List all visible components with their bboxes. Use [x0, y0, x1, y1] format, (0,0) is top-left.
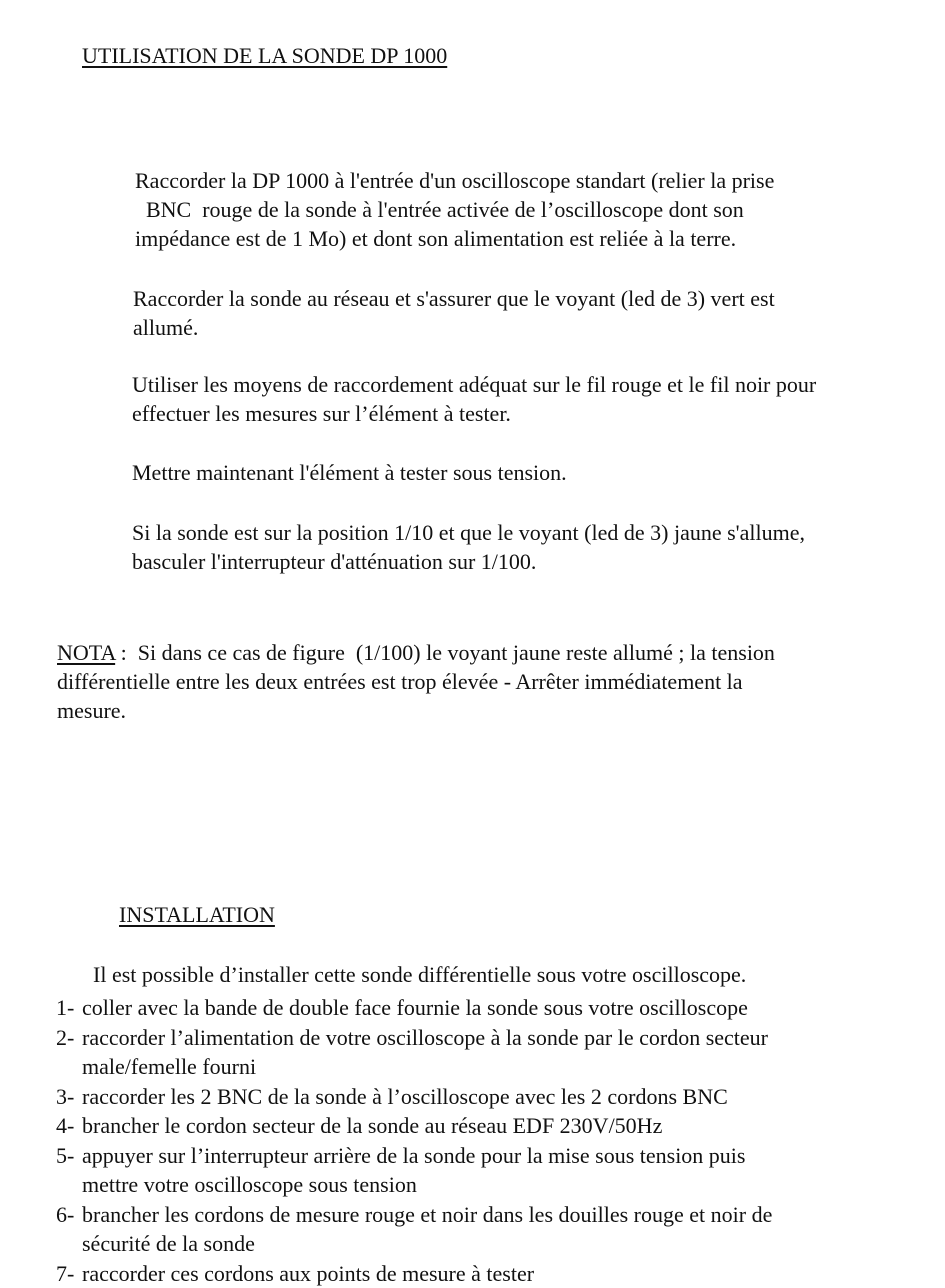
list-item [56, 1259, 772, 1288]
nota-block [57, 638, 775, 725]
list-item [56, 1111, 772, 1141]
paragraph-power-on [132, 458, 567, 487]
installation-heading: INSTALLATION [119, 902, 275, 928]
nota-line: mesure. [57, 696, 775, 725]
list-item [56, 1200, 772, 1230]
step-text: brancher les cordons de mesure rouge et noir dans les douilles rouge et noir de [82, 1202, 772, 1227]
step-text: raccorder les 2 BNC de la sonde à l’oscilloscope avec les 2 cordons BNC [82, 1084, 728, 1109]
paragraph-connect-network [133, 284, 775, 342]
installation-intro: Il est possible d’installer cette sonde différentielle sous votre oscilloscope. [93, 962, 746, 988]
paragraph-line: Utiliser les moyens de raccordement adéquat sur le fil rouge et le fil noir pour [132, 370, 816, 399]
paragraph-line: Si la sonde est sur la position 1/10 et que le voyant (led de 3) jaune s'allume, [132, 518, 805, 547]
step-continuation: mettre votre oscilloscope sous tension [56, 1170, 772, 1200]
step-number: 1- [56, 993, 82, 1023]
paragraph-line: basculer l'interrupteur d'atténuation sur 1/100. [132, 547, 805, 576]
step-text: coller avec la bande de double face fournie la sonde sous votre oscilloscope [82, 995, 748, 1020]
step-text: appuyer sur l’interrupteur arrière de la sonde pour la mise sous tension puis [82, 1143, 745, 1168]
paragraph-line: BNC rouge de la sonde à l'entrée activée de l’oscilloscope dont son [135, 195, 774, 224]
step-text: raccorder ces cordons aux points de mesure à tester [82, 1261, 534, 1286]
paragraph-line: Raccorder la DP 1000 à l'entrée d'un oscilloscope standart (relier la prise [135, 166, 774, 195]
document-title: UTILISATION DE LA SONDE DP 1000 [82, 43, 447, 69]
nota-label: NOTA [57, 640, 115, 665]
list-item [56, 1023, 772, 1053]
step-number: 2- [56, 1023, 82, 1053]
paragraph-line: allumé. [133, 313, 775, 342]
paragraph-line: Raccorder la sonde au réseau et s'assurer que le voyant (led de 3) vert est [133, 284, 775, 313]
paragraph-line: Mettre maintenant l'élément à tester sous tension. [132, 458, 567, 487]
step-continuation: male/femelle fourni [56, 1052, 772, 1082]
paragraph-use-connectors [132, 370, 816, 428]
step-continuation: sécurité de la sonde [56, 1229, 772, 1259]
paragraph-attenuation [132, 518, 805, 576]
installation-steps [56, 993, 772, 1288]
step-number: 7- [56, 1259, 82, 1288]
step-number: 5- [56, 1141, 82, 1171]
list-item [56, 993, 772, 1023]
nota-line: différentielle entre les deux entrées est trop élevée - Arrêter immédiatement la [57, 667, 775, 696]
paragraph-connect-oscilloscope [135, 166, 774, 253]
nota-text: : Si dans ce cas de figure (1/100) le voyant jaune reste allumé ; la tension [115, 640, 775, 665]
list-item [56, 1141, 772, 1171]
step-number: 4- [56, 1111, 82, 1141]
step-text: brancher le cordon secteur de la sonde au réseau EDF 230V/50Hz [82, 1113, 662, 1138]
step-text: raccorder l’alimentation de votre oscilloscope à la sonde par le cordon secteur [82, 1025, 768, 1050]
list-item [56, 1082, 772, 1112]
paragraph-line: impédance est de 1 Mo) et dont son alimentation est reliée à la terre. [135, 224, 774, 253]
step-number: 6- [56, 1200, 82, 1230]
paragraph-line: effectuer les mesures sur l’élément à tester. [132, 399, 816, 428]
step-number: 3- [56, 1082, 82, 1112]
nota-first-line [57, 638, 775, 667]
